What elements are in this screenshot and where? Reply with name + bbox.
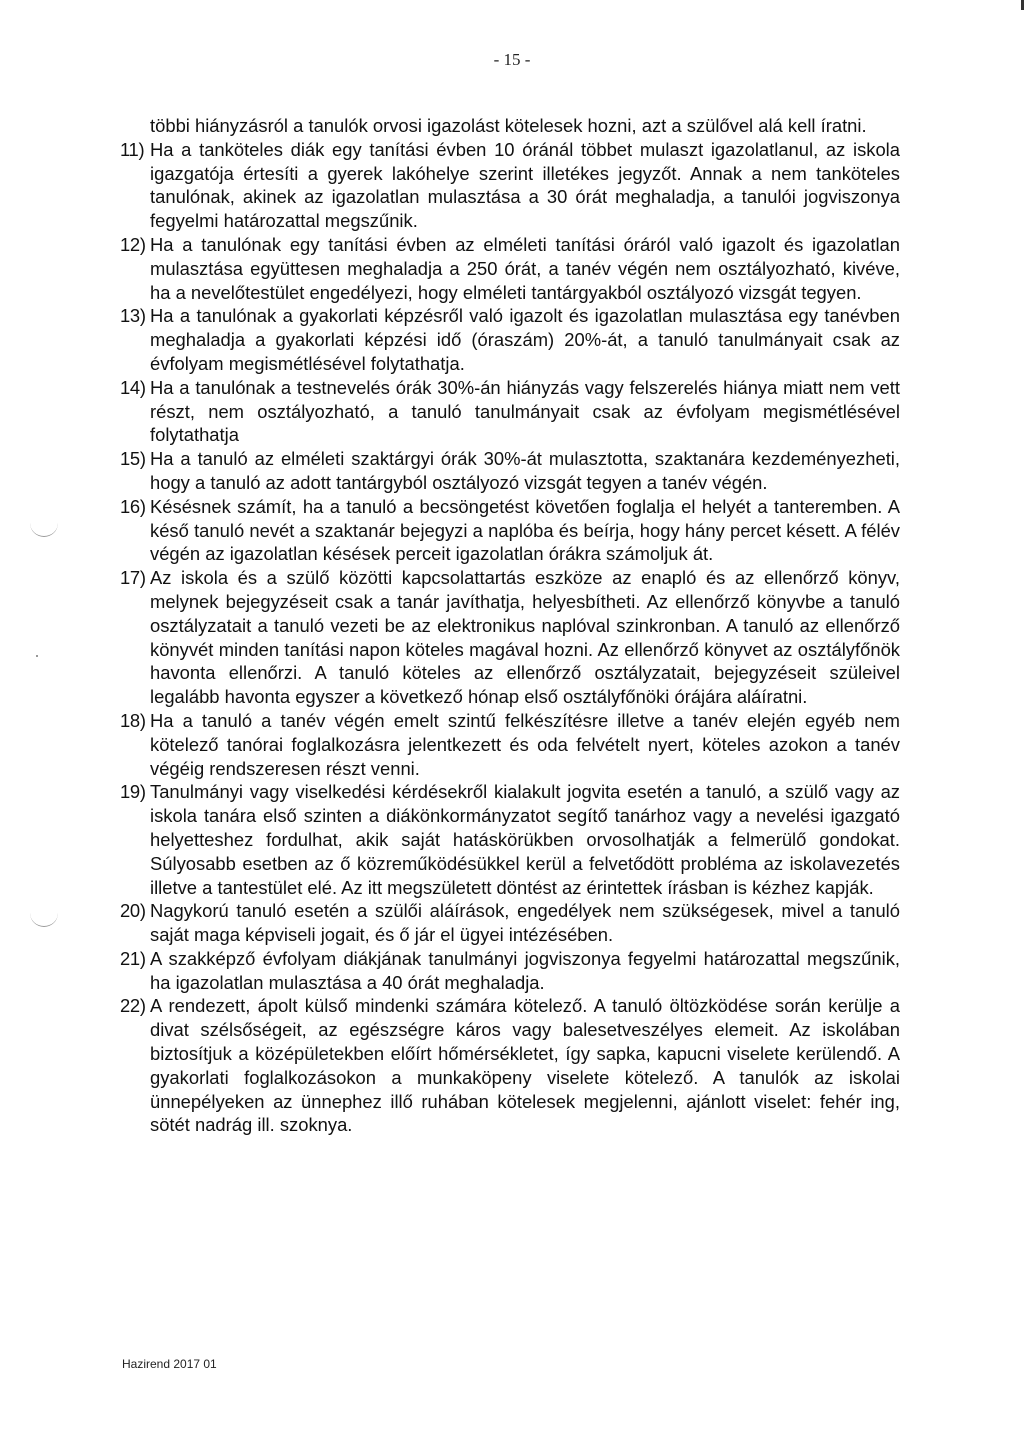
item-text: Ha a tanuló a tanév végén emelt szintű felkészítésre illetve a tanév elején egyéb nem kötelező tanórai foglalkozásra jelentkezett és oda felvételt nyert, köteles azokon a tanév végéig rendszeresen részt venni. [150, 709, 900, 779]
item-number: 22) [120, 995, 146, 1017]
intro-paragraph: többi hiányzásról a tanulók orvosi igazolást kötelesek hozni, azt a szülővel alá kell íratni. [150, 115, 867, 136]
item-text: Tanulmányi vagy viselkedési kérdésekről kialakult jogvita esetén a tanuló, a szülő vagy az iskola tanára első szinten a diákönkormányzatot segítő tanárhoz vagy a nevelési igazgató helyetteshez fordulhat, akik saját hatáskörükben orvosolhatják a felmerülő gondokat. Súlyosabb esetben az ő közreműködésükkel kerül a felvetődött probléma az iskolavezetés illetve a tantestület elé. Az itt megszületett döntést az érintettek írásban is kézhez kapják. [150, 781, 900, 898]
item-number: 20) [120, 900, 146, 922]
list-item [120, 138, 900, 233]
item-text: Ha a tanuló az elméleti szaktárgyi órák 30%-át mulasztotta, szaktanára kezdeményezheti, hogy a tanuló az adott tantárgyból osztályozó vizsgát tegyen a tanév végén. [150, 448, 900, 493]
item-number: 17) [120, 567, 146, 589]
list-item [120, 233, 900, 304]
binding-hole-mark [30, 912, 58, 927]
item-number: 12) [120, 233, 146, 255]
rules-content [120, 114, 900, 1137]
list-item [120, 994, 900, 1137]
list-item [120, 304, 900, 375]
item-number: 11) [120, 138, 145, 160]
item-text: A rendezett, ápolt külső mindenki számára kötelező. A tanuló öltözködése során kerülje a divat szélsőségeit, az egészségre káros vagy balesetveszélyes elemeit. Az iskolában biztosítjuk a középületekben előírt hőmérsékletet, így sapka, kapucni viselete kerülendő. A gyakorlati foglalkozásokon a munkaköpeny viselete kötelező. A tanulók az iskolai ünnepélyeken az ünnephez illő ruhában kötelesek megjelenni, ajánlott viselet: fehér ing, sötét nadrág ill. szoknya. [150, 995, 900, 1136]
list-item [120, 447, 900, 495]
item-text: Késésnek számít, ha a tanuló a becsöngetést követően foglalja el helyét a tanteremben. A késő tanuló nevét a szaktanár bejegyzi a naplóba és beírja, hogy hány percet késett. A félév végén az igazolatlan késések perceit igazolatlan órákra számoljuk át. [150, 495, 900, 565]
list-item [120, 947, 900, 995]
item-number: 13) [120, 305, 146, 327]
item-text: A szakképző évfolyam diákjának tanulmányi jogviszonya fegyelmi határozattal megszűnik, ha igazolatlan mulasztása a 40 órát meghaladja. [150, 947, 900, 993]
list-item [120, 899, 900, 947]
item-number: 14) [120, 376, 146, 398]
scan-speck [36, 655, 38, 657]
item-number: 15) [120, 448, 146, 470]
item-text: Ha a tanulónak egy tanítási évben az elméleti tanítási óráról való igazolt és igazolatlan mulasztása együttesen meghaladja a 250 órát, a tanév végén nem osztályozható, kivéve, ha a nevelőtestület engedélyezi, hogy elméleti tantárgyakból osztályozó vizsgát tegyen. [150, 233, 900, 303]
item-number: 18) [120, 709, 146, 731]
item-text: Ha a tanulónak a testnevelés órák 30%-án hiányzás vagy felszerelés hiánya miatt nem vett részt, nem osztályozható, a tanuló tanulmányait csak az évfolyam megismétlésével folytathatja [150, 376, 900, 446]
list-item [120, 709, 900, 780]
item-text: Ha a tanulónak a gyakorlati képzésről való igazolt és igazolatlan mulasztása egy tanévben meghaladja a gyakorlati képzési idő (óraszám) 20%-át, a tanuló tanulmányait csak az évfolyam megismétlésével folytathatja. [150, 305, 900, 374]
item-text: Nagykorú tanuló esetén a szülői aláírások, engedélyek nem szükségesek, mivel a tanuló saját maga képviseli jogait, és ő jár el ügyei intézésében. [150, 900, 900, 946]
item-number: 16) [120, 495, 146, 517]
list-item [120, 495, 900, 566]
list-item [120, 376, 900, 447]
list-item [120, 780, 900, 899]
list-item [120, 566, 900, 709]
item-number: 21) [120, 947, 146, 969]
binding-hole-mark [30, 522, 58, 537]
item-number: 19) [120, 781, 146, 803]
item-text: Ha a tanköteles diák egy tanítási évben 10 óránál többet mulaszt igazolatlanul, az iskola igazgatója értesíti a gyerek lakóhelye szerint illetékes jegyzőt. Annak a nem tanköteles tanulónak, akinek az igazolatlan mulasztása a 30 órát meghaladja, a tanulói jogviszonya fegyelmi határozattal megszűnik. [150, 138, 900, 232]
item-text: Az iskola és a szülő közötti kapcsolattartás eszköze az enapló és az ellenőrző könyv, melynek bejegyzéseit csak a tanár javíthatja, helyesbítheti. Az ellenőrző könyvbe a tanuló osztályzatait a tanuló vezeti be az elektronikus naplóval szinkronban. A tanuló az ellenőrző könyvét minden tanítási napon köteles magával hozni. Az ellenőrző könyvet az osztályfőnök havonta ellenőrzi. A tanuló köteles az ellenőrző osztályzatait, bejegyzéseit szüleivel legalább havonta egyszer a következő hónap első osztályfőnöki órájára aláíratni. [150, 567, 900, 708]
page-number: - 15 - [493, 50, 531, 69]
footer-label: Hazirend 2017 01 [122, 1357, 217, 1371]
